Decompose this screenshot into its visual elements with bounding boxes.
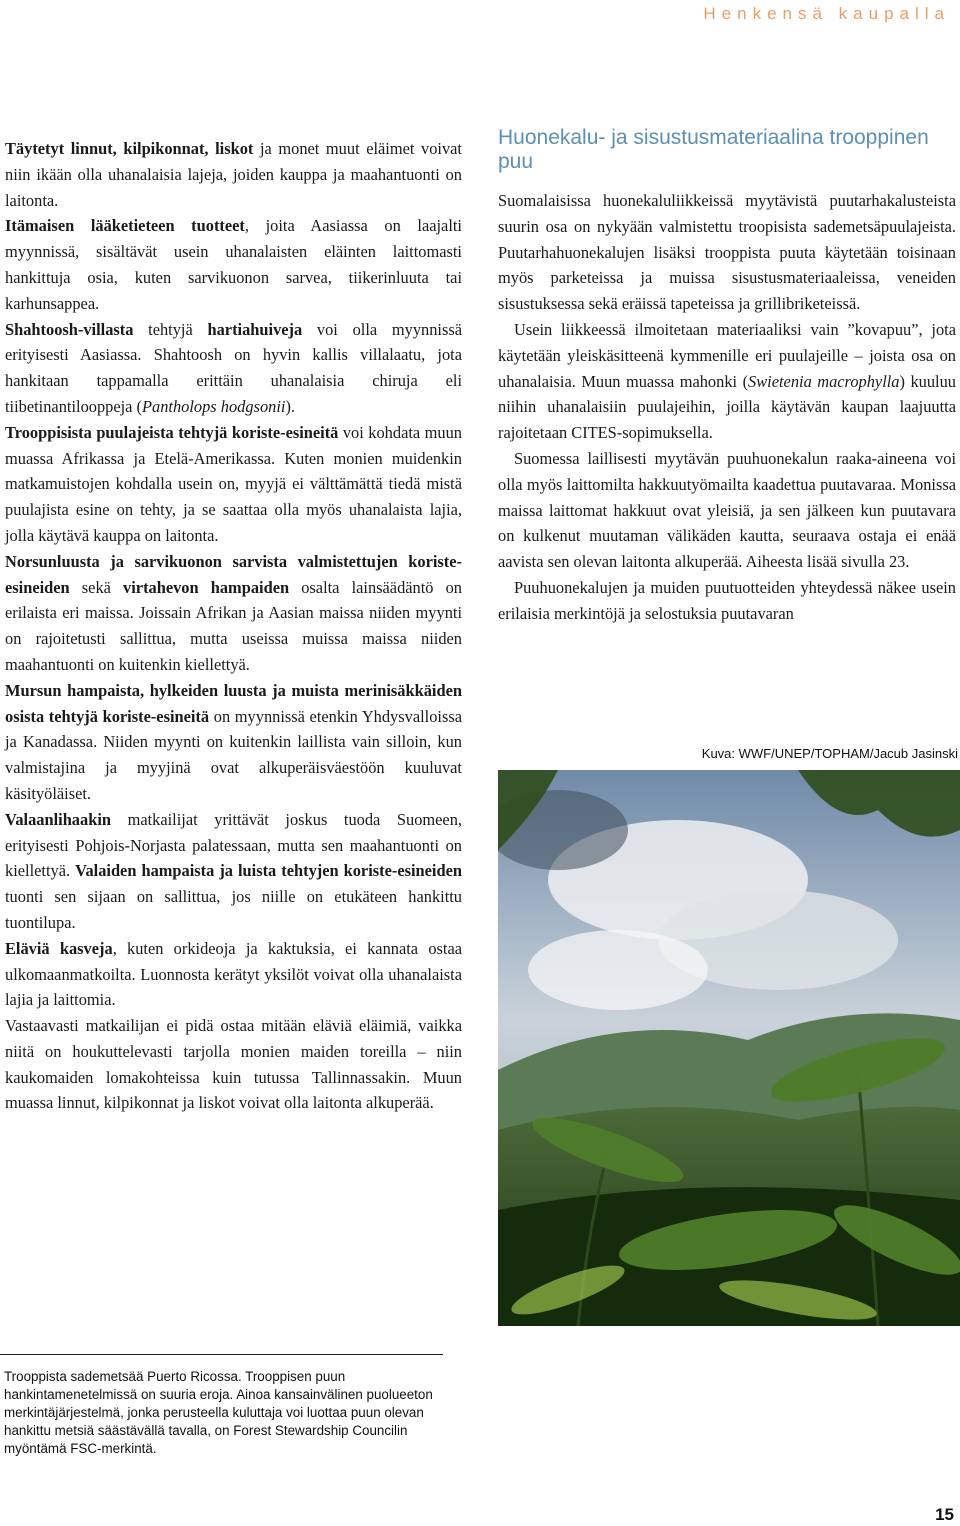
paragraph: Shahtoosh-villasta tehtyjä hartiahuiveja voi olla myynnissä erityisesti Aasiassa. Shahtoosh on hyvin kallis villalaatu, jota hankitaan tappamalla erittäin uhanalaisia chiruja eli tiibetinantilooppeja (Pantholops hodgsonii). [5,319,462,416]
page-number: 15 [935,1505,954,1524]
paragraph: Suomalaisissa huonekaluliikkeissä myytävistä puutarhakalusteista suurin osa on nykyään valmistettu troopisista sademetsäpuulajeista. Puutarhahuonekalujen lisäksi trooppista puuta käytetään toisinaan myös parketeissa ja muissa sisustusmateriaaleissa, veneiden sisustuksessa sekä eräissä tapeteissa ja grillibriketeissä. [498,191,956,314]
paragraph: Suomessa laillisesti myytävän puuhuonekalun raaka-aineena voi olla myös laittomilta hakkuutyömailta kaadettua puutavaraa. Monissa maissa laittomat hakkuut ovat yleisiä, ja sen jälkeen kun puutavara on kulkenut muutaman välikäden kautta, seuraava ostaja ei enää aavista sen olevan laitonta alkuperää. Aiheesta lisää sivulla 23. [498,448,956,572]
paragraph: Usein liikkeessä ilmoitetaan materiaaliksi vain ”kovapuu”, jota käytetään yleiskäsitteenä kymmenille eri puulajeille – joista osa on uhanalaisia. Muun muassa mahonki (Swietenia macrophylla) kuuluu niihin uhanalaisiin puulajeihin, joilla käytävän kaupan laajuutta rajoitetaan CITES-sopimuksella. [498,319,956,443]
paragraph: Trooppisista puulajeista tehtyjä koriste-esineitä voi kohdata muun muassa Afrikassa ja Etelä-Amerikassa. Kuten monien muidenkin matkamuistojen kohdalla usein on, myyjä ei välttämättä tiedä mistä puulajista esine on tehty, ja se saattaa olla myös uhanalaista lajia, jolla käytävä kauppa on laitonta. [5,422,462,545]
paragraph: Täytetyt linnut, kilpikonnat, liskot ja monet muut eläimet voivat niin ikään olla uhanalaisia lajeja, joiden kauppa ja maahantuonti on laitonta. [5,139,462,210]
right-column [498,188,956,627]
paragraph: Norsunluusta ja sarvikuonon sarvista valmistettujen koriste-esineiden sekä virtahevon hampaiden osalta lainsäädäntö on erilaista eri maissa. Joissain Afrikan ja Aasian maissa niiden myynti on rajoitetusti sallittua, mutta useissa muissa maissa niiden maahantuonti on kuitenkin kiellettyä. [5,551,463,674]
rainforest-photo [498,770,960,1326]
paragraph: Mursun hampaista, hylkeiden luusta ja muista merinisäkkäiden osista tehtyjä koriste-esineitä on myynnissä etenkin Yhdysvalloissa ja Kanadassa. Niiden myynti on kuitenkin laillista vain silloin, kun valmistajina ja myyjinä ovat alkuperäisväestöön kuuluvat käsityöläiset. [5,680,462,803]
running-header: Henkensä kaupalla [703,4,950,23]
sidebar-heading: Huonekalu- ja sisustusmateriaalina trooppinen puu [498,126,929,173]
paragraph: Puuhuonekalujen ja muiden puutuotteiden yhteydessä näkee usein erilaisia merkintöjä ja selostuksia puutavaran [498,577,956,623]
photo-caption: Trooppista sademetsää Puerto Ricossa. Trooppisen puun hankintamenetelmissä on suuria eroja. Ainoa kansainvälinen puolueeton merkintäjärjestelmä, jonka perusteella kuluttaja voi luottaa puun olevan hankittu metsiä säästävällä tavalla, on Forest Stewardship Councilin myöntämä FSC-merkintä. [4,1369,433,1456]
paragraph: Vastaavasti matkailijan ei pidä ostaa mitään eläviä eläimiä, vaikka niitä on houkuttelevasti tarjolla monien maiden toreilla – niin kaukomaiden lomakohteissa kuin tutussa Tallinnassakin. Muun muassa linnut, kilpikonnat ja liskot voivat olla laitonta alkuperää. [5,1016,462,1113]
paragraph: Eläviä kasveja, kuten orkideoja ja kaktuksia, ei kannata ostaa ulkomaanmatkoilta. Luonnosta kerätyt yksilöt voivat olla uhanalaista lajia ja laittomia. [5,938,462,1010]
rainforest-illustration [498,770,960,1326]
left-column [5,136,462,1116]
paragraph: Valaanlihaakin matkailijat yrittävät joskus tuoda Suomeen, erityisesti Pohjois-Norjasta palatessaan, mutta sen maahantuonti on kiellettyä. Valaiden hampaista ja luista tehtyjen koriste-esineiden tuonti sen sijaan on sallittua, jos niille on etukäteen hankittu tuontilupa. [5,809,462,932]
paragraph: Itämaisen lääketieteen tuotteet, joita Aasiassa on laajalti myynnissä, sisältävät usein uhanalaisten eläinten laittomasti hankittuja osia, kuten sarvikuonon sarvea, tiikerinluuta tai karhunsappea. [5,216,462,313]
caption-rule [0,1354,443,1355]
photo-credit: Kuva: WWF/UNEP/TOPHAM/Jacub Jasinski [701,746,958,761]
